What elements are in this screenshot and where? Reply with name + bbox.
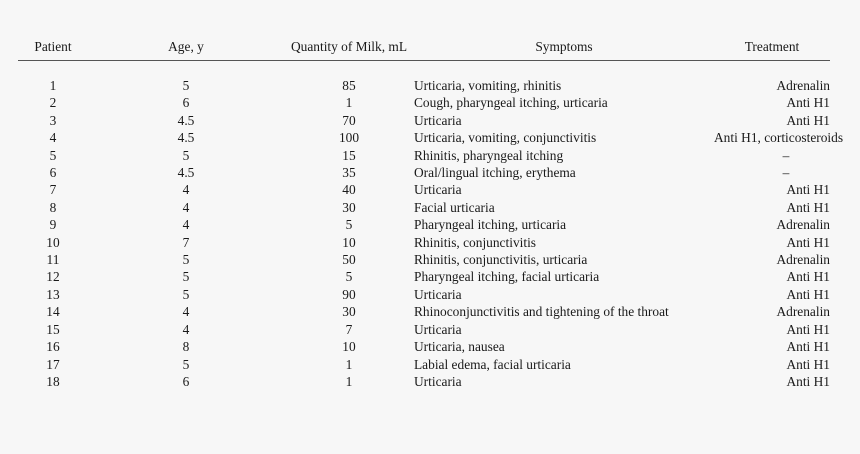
- cell-quantity: 15: [342, 147, 356, 163]
- cell-quantity: 1: [345, 373, 353, 389]
- cell-patient: 12: [46, 269, 60, 285]
- cell-symptoms: Urticaria: [414, 182, 462, 198]
- cell-treatment: Adrenalin: [776, 217, 830, 233]
- cell-treatment: Anti H1: [786, 112, 830, 128]
- cell-quantity: 10: [342, 339, 356, 355]
- cell-age: 5: [182, 269, 190, 285]
- header-age: Age, y: [88, 34, 284, 61]
- cell-quantity: 70: [342, 112, 356, 128]
- header-treatment: Treatment: [714, 34, 830, 61]
- cell-treatment: Anti H1: [786, 286, 830, 302]
- cell-symptoms: Rhinitis, pharyngeal itching: [414, 147, 564, 163]
- cell-treatment: –: [782, 147, 790, 163]
- cell-age: 5: [182, 78, 190, 93]
- table-row: [18, 61, 830, 95]
- table-row: [18, 286, 830, 303]
- cell-symptoms: Facial urticaria: [414, 199, 495, 215]
- cell-age: 5: [182, 356, 190, 372]
- cell-treatment: Adrenalin: [776, 252, 830, 268]
- table-header: [18, 34, 830, 61]
- cell-age: 4: [182, 304, 190, 320]
- table-row: [18, 338, 830, 355]
- cell-patient: 3: [49, 112, 57, 128]
- cell-quantity: 85: [342, 78, 356, 93]
- table-row: [18, 164, 830, 181]
- cell-symptoms: Oral/lingual itching, erythema: [414, 165, 576, 181]
- table-row: [18, 356, 830, 373]
- cell-age: 4.5: [177, 112, 195, 128]
- header-quantity: Quantity of Milk, mL: [284, 34, 414, 61]
- cell-patient: 4: [49, 130, 57, 146]
- cell-age: 7: [182, 234, 190, 250]
- cell-age: 5: [182, 286, 190, 302]
- table-row: [18, 94, 830, 111]
- cell-patient: 11: [46, 252, 60, 268]
- table-row: [18, 181, 830, 198]
- cell-quantity: 30: [342, 304, 356, 320]
- cell-age: 6: [182, 373, 190, 389]
- cell-symptoms: Rhinitis, conjunctivitis: [414, 234, 537, 250]
- table-row: [18, 321, 830, 338]
- cell-treatment: Anti H1: [786, 356, 830, 372]
- cell-quantity: 5: [345, 269, 353, 285]
- cell-patient: 13: [46, 286, 60, 302]
- cell-treatment: Anti H1: [786, 199, 830, 215]
- table-row: [18, 147, 830, 164]
- cell-patient: 17: [46, 356, 60, 372]
- table-row: [18, 373, 830, 390]
- cell-age: 4: [182, 199, 190, 215]
- cell-quantity: 30: [342, 199, 356, 215]
- cell-symptoms: Labial edema, facial urticaria: [414, 356, 571, 372]
- cell-treatment: Anti H1: [786, 234, 830, 250]
- cell-quantity: 10: [342, 234, 356, 250]
- cell-patient: 6: [49, 165, 57, 181]
- cell-quantity: 7: [345, 321, 353, 337]
- table-row: [18, 303, 830, 320]
- cell-patient: 7: [49, 182, 57, 198]
- table-body: [18, 61, 844, 391]
- cell-quantity: 1: [345, 356, 353, 372]
- cell-treatment: Anti H1: [786, 269, 830, 285]
- cell-age: 8: [182, 339, 190, 355]
- cell-symptoms: Urticaria: [414, 321, 462, 337]
- cell-patient: 2: [49, 95, 57, 111]
- cell-patient: 10: [46, 234, 60, 250]
- cell-age: 4: [182, 321, 190, 337]
- cell-quantity: 100: [338, 130, 360, 146]
- cell-patient: 1: [49, 78, 57, 93]
- header-row: [18, 34, 830, 61]
- cell-symptoms: Urticaria, vomiting, rhinitis: [414, 78, 562, 93]
- cell-patient: 15: [46, 321, 60, 337]
- cell-symptoms: Urticaria: [414, 286, 462, 302]
- cell-treatment: –: [782, 165, 790, 181]
- cell-age: 4.5: [177, 165, 195, 181]
- cell-age: 4: [182, 217, 190, 233]
- cell-age: 5: [182, 252, 190, 268]
- header-symptoms: Symptoms: [414, 34, 714, 61]
- patient-table: [18, 34, 844, 390]
- cell-symptoms: Rhinoconjunctivitis and tightening of the throat: [414, 304, 669, 320]
- table-row: [18, 216, 830, 233]
- cell-quantity: 35: [342, 165, 356, 181]
- cell-symptoms: Rhinitis, conjunctivitis, urticaria: [414, 252, 588, 268]
- cell-quantity: 50: [342, 252, 356, 268]
- cell-symptoms: Pharyngeal itching, facial urticaria: [414, 269, 600, 285]
- table-row: [18, 112, 830, 129]
- cell-patient: 14: [46, 304, 60, 320]
- cell-symptoms: Cough, pharyngeal itching, urticaria: [414, 95, 608, 111]
- cell-treatment: Adrenalin: [776, 78, 830, 93]
- cell-quantity: 5: [345, 217, 353, 233]
- cell-treatment: Anti H1: [786, 321, 830, 337]
- table-row: [18, 268, 830, 285]
- cell-treatment: Anti H1: [786, 339, 830, 355]
- cell-age: 5: [182, 147, 190, 163]
- table-row: [18, 199, 830, 216]
- cell-quantity: 40: [342, 182, 356, 198]
- cell-patient: 5: [49, 147, 57, 163]
- cell-treatment: Anti H1, corticosteroids: [714, 130, 844, 146]
- cell-treatment: Anti H1: [786, 182, 830, 198]
- table-row: [18, 234, 830, 251]
- header-patient: Patient: [18, 34, 88, 61]
- cell-symptoms: Urticaria: [414, 112, 462, 128]
- cell-age: 4: [182, 182, 190, 198]
- cell-symptoms: Urticaria, vomiting, conjunctivitis: [414, 130, 597, 146]
- cell-age: 6: [182, 95, 190, 111]
- cell-symptoms: Urticaria, nausea: [414, 339, 505, 355]
- cell-treatment: Anti H1: [786, 373, 830, 389]
- cell-patient: 8: [49, 199, 57, 215]
- cell-treatment: Adrenalin: [776, 304, 830, 320]
- table-row: [18, 129, 830, 146]
- cell-patient: 16: [46, 339, 60, 355]
- table-row: [18, 251, 830, 268]
- cell-symptoms: Pharyngeal itching, urticaria: [414, 217, 567, 233]
- cell-quantity: 90: [342, 286, 356, 302]
- cell-quantity: 1: [345, 95, 353, 111]
- cell-treatment: Anti H1: [786, 95, 830, 111]
- cell-symptoms: Urticaria: [414, 373, 462, 389]
- cell-age: 4.5: [177, 130, 195, 146]
- cell-patient: 9: [49, 217, 57, 233]
- cell-patient: 18: [46, 373, 60, 389]
